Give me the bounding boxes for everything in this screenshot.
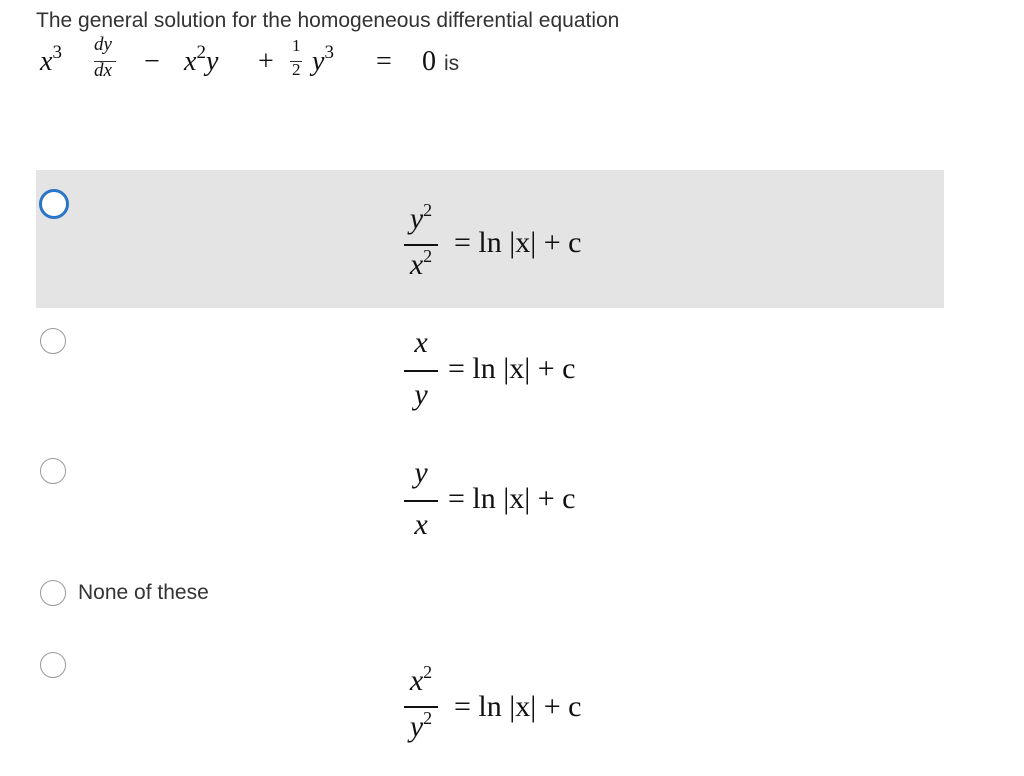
answer-option-3[interactable] bbox=[36, 440, 944, 560]
option-equation-rhs: = ln |x| + c bbox=[454, 226, 582, 259]
option-equation-rhs: = ln |x| + c bbox=[448, 482, 576, 515]
answer-option-4[interactable] bbox=[36, 570, 944, 618]
option-fraction: x y bbox=[396, 324, 446, 414]
question bbox=[36, 8, 996, 81]
question-text: The general solution for the homogeneous differential equation bbox=[36, 9, 620, 32]
question-tail: is bbox=[444, 52, 460, 75]
radio-button[interactable] bbox=[40, 328, 66, 354]
option-equation-rhs: = ln |x| + c bbox=[448, 352, 576, 385]
option-fraction: $x^2$ $y^2$ bbox=[396, 662, 446, 762]
radio-button[interactable] bbox=[40, 458, 66, 484]
option-equation-rhs: = ln |x| + c bbox=[454, 690, 582, 723]
radio-button[interactable] bbox=[40, 652, 66, 678]
answer-option-2[interactable] bbox=[36, 310, 944, 430]
radio-button[interactable] bbox=[40, 580, 66, 606]
answer-option-1[interactable] bbox=[36, 170, 944, 308]
radio-button[interactable] bbox=[39, 189, 69, 219]
option-fraction: y x bbox=[396, 454, 446, 544]
question-equation: $x^3$ dy dx − $x^2y$ + 1 2 $y^3$ = 0 is bbox=[40, 34, 460, 81]
option-fraction: $y^2$ $x^2$ bbox=[396, 200, 446, 280]
option-label: None of these bbox=[78, 581, 209, 604]
answer-option-5[interactable] bbox=[36, 640, 944, 770]
